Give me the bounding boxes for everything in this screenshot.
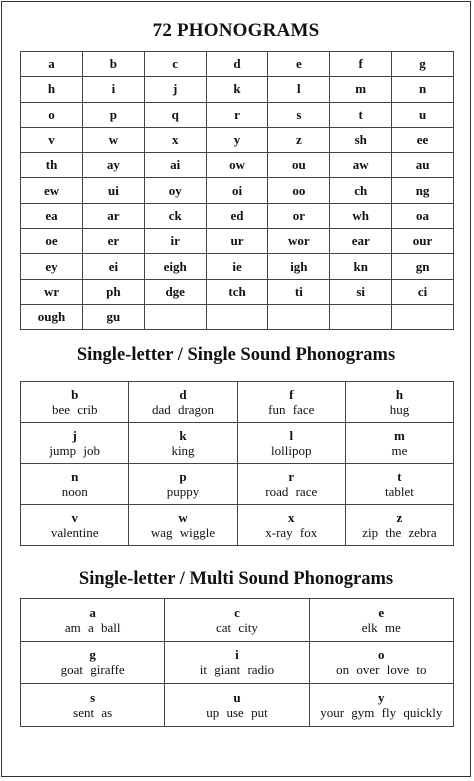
phonogram-cell: ui [83, 178, 145, 203]
phonogram-cell [144, 304, 206, 329]
example-words: me [391, 443, 408, 458]
phonogram-cell: f [330, 52, 392, 77]
phonogram-row [21, 52, 454, 77]
phonogram-cell: d [206, 52, 268, 77]
phonogram-cell: th [21, 153, 83, 178]
sound-letter: d [179, 387, 187, 402]
phonogram-cell: x [144, 127, 206, 152]
sound-letter: i [235, 647, 239, 663]
sound-cell [129, 423, 237, 464]
example-words: goat giraffe [60, 662, 125, 678]
sound-letter: u [233, 689, 241, 705]
phonogram-cell: wr [21, 279, 83, 304]
phonogram-row [21, 304, 454, 329]
sound-letter: g [89, 647, 96, 663]
sound-cell [165, 599, 309, 642]
sound-cell [309, 641, 453, 684]
phonogram-table [20, 51, 454, 330]
phonogram-cell: z [268, 127, 330, 152]
phonogram-cell: h [21, 77, 83, 102]
sound-letter: c [234, 604, 240, 620]
phonogram-row [21, 153, 454, 178]
phonogram-cell: au [392, 153, 454, 178]
sound-cell [21, 684, 165, 727]
phonogram-row [21, 229, 454, 254]
phonogram-cell: oi [206, 178, 268, 203]
example-words: noon [61, 484, 88, 499]
example-words: up use put [206, 704, 268, 720]
phonogram-cell: g [392, 52, 454, 77]
phonogram-row [21, 178, 454, 203]
sound-cell [129, 464, 237, 505]
example-words: bee crib [51, 402, 98, 417]
phonogram-cell: ay [83, 153, 145, 178]
phonogram-cell: v [21, 127, 83, 152]
phonogram-cell: c [144, 52, 206, 77]
phonogram-cell: ur [206, 229, 268, 254]
phonogram-cell: oy [144, 178, 206, 203]
sound-letter: r [288, 469, 295, 484]
sound-letter: x [288, 510, 295, 525]
example-words: sent as [73, 704, 113, 720]
phonogram-cell: ee [392, 127, 454, 152]
phonogram-cell: gn [392, 254, 454, 279]
phonogram-cell: ear [330, 229, 392, 254]
phonogram-cell [268, 304, 330, 329]
example-words: wag wiggle [150, 525, 216, 540]
sound-row [21, 464, 454, 505]
sound-letter: h [395, 387, 404, 402]
sound-letter: l [289, 428, 294, 443]
phonogram-row [21, 279, 454, 304]
phonogram-cell: ai [144, 153, 206, 178]
phonogram-row [21, 102, 454, 127]
sound-cell [309, 684, 453, 727]
phonogram-cell: l [268, 77, 330, 102]
sound-cell [21, 464, 129, 505]
phonogram-cell: ar [83, 203, 145, 228]
sound-letter: z [396, 510, 403, 525]
phonogram-cell: wor [268, 229, 330, 254]
sound-cell [345, 382, 453, 423]
sound-row [21, 382, 454, 423]
phonogram-cell: u [392, 102, 454, 127]
phonogram-cell: or [268, 203, 330, 228]
sound-cell [129, 382, 237, 423]
sound-cell [129, 505, 237, 546]
phonogram-cell: j [144, 77, 206, 102]
example-words: puppy [166, 484, 200, 499]
sound-letter: m [394, 428, 405, 443]
sound-row [21, 505, 454, 546]
phonogram-cell: p [83, 102, 145, 127]
sound-cell [21, 423, 129, 464]
phonogram-cell: o [21, 102, 83, 127]
phonogram-cell: oa [392, 203, 454, 228]
phonogram-cell: e [268, 52, 330, 77]
phonogram-cell: ey [21, 254, 83, 279]
phonogram-cell: er [83, 229, 145, 254]
phonogram-cell: q [144, 102, 206, 127]
phonogram-cell: oo [268, 178, 330, 203]
phonogram-cell: aw [330, 153, 392, 178]
example-words: dad dragon [151, 402, 215, 417]
phonogram-cell: ci [392, 279, 454, 304]
single-sound-heading: Single-letter / Single Sound Phonograms [76, 345, 396, 365]
phonogram-cell: ew [21, 178, 83, 203]
sound-letter: o [378, 647, 385, 663]
sound-cell [237, 464, 345, 505]
example-words: am a ball [64, 619, 121, 635]
phonogram-cell: a [21, 52, 83, 77]
phonogram-cell [330, 304, 392, 329]
sound-row [21, 684, 454, 727]
example-words: elk me [361, 619, 401, 635]
phonogram-cell: igh [268, 254, 330, 279]
phonogram-cell: n [392, 77, 454, 102]
phonogram-cell: r [206, 102, 268, 127]
sound-letter: n [71, 469, 79, 484]
example-words: king [171, 443, 195, 458]
sound-letter: s [90, 689, 96, 705]
sound-cell [309, 599, 453, 642]
multi-sound-table-body [21, 599, 454, 727]
phonogram-cell: ng [392, 178, 454, 203]
example-words: cat city [216, 619, 258, 635]
phonogram-cell: our [392, 229, 454, 254]
sound-cell [21, 382, 129, 423]
phonogram-row [21, 127, 454, 152]
sound-letter: a [89, 604, 96, 620]
phonogram-cell: ough [21, 304, 83, 329]
sound-row [21, 423, 454, 464]
sound-row [21, 599, 454, 642]
phonogram-row [21, 254, 454, 279]
sound-cell [21, 599, 165, 642]
phonogram-cell: ei [83, 254, 145, 279]
phonogram-cell: eigh [144, 254, 206, 279]
phonogram-cell: s [268, 102, 330, 127]
example-words: on over love to [336, 662, 427, 678]
sound-cell [345, 505, 453, 546]
phonogram-row [21, 77, 454, 102]
page-title: 72 PHONOGRAMS [152, 20, 320, 41]
example-words: valentine [50, 525, 99, 540]
multi-sound-heading: Single-letter / Multi Sound Phonograms [78, 569, 394, 589]
example-words: hug [389, 402, 410, 417]
sound-cell [345, 464, 453, 505]
example-words: fun face [268, 402, 315, 417]
sound-row [21, 641, 454, 684]
example-words: zip the zebra [362, 525, 437, 540]
multi-sound-table [20, 598, 454, 727]
phonogram-cell: ie [206, 254, 268, 279]
phonogram-cell: t [330, 102, 392, 127]
phonogram-cell: kn [330, 254, 392, 279]
phonogram-cell: ti [268, 279, 330, 304]
sound-letter: b [71, 387, 79, 402]
sound-cell [165, 641, 309, 684]
example-words: your gym fly quickly [320, 704, 443, 720]
phonogram-cell: ch [330, 178, 392, 203]
sound-cell [21, 505, 129, 546]
phonogram-cell [392, 304, 454, 329]
sound-cell [345, 423, 453, 464]
example-words: tablet [385, 484, 414, 499]
sound-letter: w [178, 510, 188, 525]
example-words: x-ray fox [265, 525, 318, 540]
phonogram-cell: m [330, 77, 392, 102]
sound-letter: y [378, 689, 385, 705]
phonogram-cell: b [83, 52, 145, 77]
phonogram-cell: ph [83, 279, 145, 304]
phonogram-cell: gu [83, 304, 145, 329]
phonogram-cell: ck [144, 203, 206, 228]
phonogram-table-body [21, 52, 454, 330]
phonogram-cell: ou [268, 153, 330, 178]
phonogram-cell: sh [330, 127, 392, 152]
phonogram-cell: ea [21, 203, 83, 228]
sound-letter: f [289, 387, 294, 402]
example-words: jump job [49, 443, 100, 458]
phonogram-chart-page [1, 1, 471, 777]
example-words: road race [265, 484, 318, 499]
phonogram-cell: oe [21, 229, 83, 254]
phonogram-cell: y [206, 127, 268, 152]
phonogram-cell: k [206, 77, 268, 102]
sound-letter: e [378, 604, 385, 620]
single-sound-table [20, 381, 454, 546]
phonogram-cell: dge [144, 279, 206, 304]
sound-letter: k [179, 428, 187, 443]
sound-cell [237, 505, 345, 546]
sound-cell [237, 423, 345, 464]
example-words: lollipop [271, 443, 312, 458]
sound-cell [165, 684, 309, 727]
sound-cell [237, 382, 345, 423]
phonogram-cell: ed [206, 203, 268, 228]
sound-cell [21, 641, 165, 684]
example-words: it giant radio [199, 662, 275, 678]
sound-letter: j [72, 428, 77, 443]
phonogram-cell: w [83, 127, 145, 152]
phonogram-cell: tch [206, 279, 268, 304]
sound-letter: t [397, 469, 402, 484]
phonogram-cell: wh [330, 203, 392, 228]
sound-letter: p [179, 469, 187, 484]
phonogram-row [21, 203, 454, 228]
phonogram-cell: i [83, 77, 145, 102]
phonogram-cell: ow [206, 153, 268, 178]
single-sound-table-body [21, 382, 454, 546]
phonogram-cell [206, 304, 268, 329]
phonogram-cell: si [330, 279, 392, 304]
sound-letter: v [71, 510, 78, 525]
phonogram-cell: ir [144, 229, 206, 254]
